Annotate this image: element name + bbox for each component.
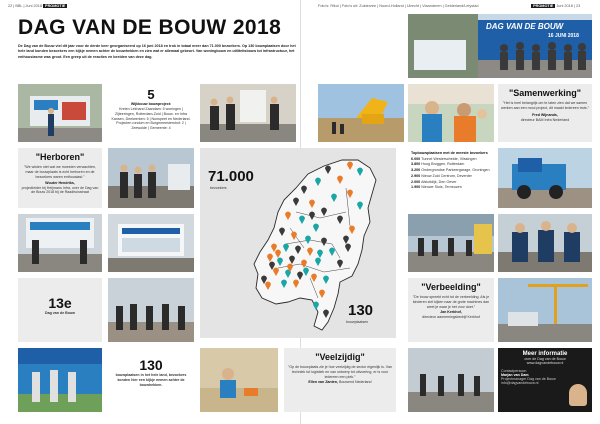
top-list-item: 6.000 Tunnel Westerschelde, Vlissingen bbox=[411, 156, 477, 161]
page-number-left: 22 bbox=[8, 4, 13, 8]
photo-truck bbox=[498, 148, 592, 208]
info-subtitle: over de Dag van de Bouw bbox=[524, 357, 566, 361]
stat-13e-box bbox=[18, 278, 102, 342]
photo-row3-5 bbox=[498, 214, 592, 272]
projects-body: Kreten Lekhand Zaandam: 5 woningen | Zijteeringen, Rotterdam-Zuid | Bouw- en Infra Kansen, Deelwerken: 5 | Nunspeet en Nederland. Projecten rondom en Burgemeestershof: 2 | Zeewolde | Gemeente: 4 bbox=[111, 106, 191, 131]
quote-herboren-body: "We wisten niet wat we moesten verwachten, maar de bouwplaats is echt herboren en de bezoekers waren enthousiast." bbox=[24, 165, 96, 179]
photo-row3-2 bbox=[108, 214, 194, 272]
top-list-item: 2.900 Nieuw Zuid Centrum, Deventer bbox=[411, 173, 472, 178]
info-url[interactable]: www.dagvandebouw.nl bbox=[526, 361, 564, 365]
info-email[interactable]: info@dagvandebouw.nl bbox=[501, 381, 539, 385]
quote-samenwerking-box bbox=[498, 84, 592, 142]
quote-veelzijdig-box bbox=[284, 348, 396, 412]
photo-crane bbox=[498, 278, 592, 342]
section-label: BBL bbox=[15, 4, 23, 8]
top-list-box bbox=[408, 148, 494, 208]
hero-banner-line1: DAG VAN DE BOUW bbox=[486, 22, 564, 31]
top-list-item: 1.900 Nieuwe Sluis, Terneuzen bbox=[411, 185, 462, 190]
photo-row1-4 bbox=[318, 84, 404, 142]
projects-title: Wijkbouw bouwproject: bbox=[130, 102, 172, 106]
top-list-item: 2.000 Afsluitdijk, Den Oever bbox=[411, 179, 457, 184]
quote-verbeelding-box bbox=[408, 278, 494, 342]
quote-veelzijdig-body: "Op de bouwplaats zie je hoe veelzijdig de sector eigenlijk is. Van techniek tot logistiek en van ontwerp tot uitvoering, er is voor iedereen een plek." bbox=[288, 365, 392, 379]
info-name: Marjan van Dam bbox=[501, 373, 529, 377]
header-date-left: Juni 2018 bbox=[25, 4, 42, 8]
right-page-header: Foto's: Rikol | Foto's uit: Zuiderzee | Noord-Holland | Utrecht | Vlaanderen | Gelderland/Lelystad PROMOTIE Juni 2018 | 23 bbox=[318, 4, 581, 8]
hero-banner-line2: 16 JUNI 2018 bbox=[548, 33, 579, 39]
stat-130-label: bouwplaatsen in het hele land, bezoekers konden hier een kijkje nemen achter de bouwhekken. bbox=[115, 373, 187, 387]
header-date-right: Juni 2018 bbox=[556, 4, 573, 8]
quote-herboren-author: Wouter Hendriks, bbox=[45, 180, 75, 185]
projects-number: 5 bbox=[147, 87, 155, 102]
photo-row2-2 bbox=[108, 148, 194, 208]
quote-herboren-box bbox=[18, 148, 102, 208]
quote-samenwerking-author: Fred Wijnands, bbox=[532, 112, 558, 117]
quote-samenwerking-body: "Het is heel belangrijk om te laten zien dat we samen werken aan een mooi project, dit maakt iedereen trots." bbox=[501, 101, 589, 110]
photo-row5-3 bbox=[200, 348, 278, 412]
quote-herboren-role: projectleider bij Heijmans Infra, over de Dag van de Bouw 2018 bij de Raadhuisstraat bbox=[21, 185, 99, 195]
quote-samenwerking-role: directeur BAM Infra Nederland bbox=[520, 117, 570, 122]
top-list-title: Topbouwplaatsen met de meeste bezoekers bbox=[411, 151, 488, 155]
quote-verbeelding-author: Jan Kerkhof, bbox=[440, 309, 462, 314]
projects-box bbox=[108, 84, 194, 142]
info-role: Projectmanager Dag van de Bouw bbox=[501, 377, 556, 381]
photo-row5-5 bbox=[408, 348, 494, 412]
left-page-header: 22 | BBL | Juni 2018 PROMOTIE bbox=[8, 4, 66, 8]
netherlands-map bbox=[200, 148, 396, 338]
map-sites-number: 130 bbox=[348, 302, 374, 319]
stat-13e-label: Dag van de Bouw bbox=[45, 311, 75, 315]
quote-verbeelding-title: "Verbeelding" bbox=[421, 282, 481, 292]
stat-130-box bbox=[108, 348, 194, 412]
map-visitors-number: 71.000 bbox=[208, 168, 254, 185]
top-list-item: 3.200 Ondergrondse Parkeergarage, Groningen bbox=[411, 168, 490, 173]
info-title: Meer informatie bbox=[522, 351, 568, 357]
header-credits: Foto's: Rikol | Foto's uit: Zuiderzee | Noord-Holland | Utrecht | Vlaanderen | Gelderland/Lelystad bbox=[318, 4, 479, 8]
photo-row4-2 bbox=[108, 278, 194, 342]
stat-130-number: 130 bbox=[139, 357, 163, 373]
quote-verbeelding-body: "De bouw spreekt echt tot de verbeelding. Als je kinderen ziet kijken naar de grote machines dan weet je waar je het voor doet." bbox=[412, 295, 490, 309]
photo-row1-3 bbox=[200, 84, 296, 142]
map-sites-label: bouwplaatsen bbox=[346, 320, 369, 324]
stat-13e-number: 13e bbox=[48, 295, 72, 311]
quote-veelzijdig-author: Ellen van Zanten, bbox=[308, 379, 338, 384]
quote-samenwerking-title: "Samenwerking" bbox=[508, 88, 582, 98]
photo-row3-1 bbox=[18, 214, 102, 272]
photo-row3-4 bbox=[408, 214, 494, 272]
photo-row1-5 bbox=[408, 84, 494, 142]
photo-row1-1 bbox=[18, 84, 102, 142]
intro-text: De Dag van de Bouw viel dit jaar voor de derde keer georganiseerd op 16 juni 2018 en trok in totaal meer dan 71.000 bezoekers. Op 130 bouwplaatsen door het hele land konden bezoekers een kijkje nemen achter de bouwhekken en zien wat er allemaal gebeurt. Van woningbouw en utiliteitsbouw tot infrastructuur, het enthousiasme was groot. Een greep uit de reacties en beelden van deze dag. bbox=[18, 44, 296, 59]
promotie-tag-left: PROMOTIE bbox=[45, 4, 66, 8]
quote-veelzijdig-role: Bouwend Nederland bbox=[338, 379, 372, 384]
avatar bbox=[569, 384, 587, 406]
photo-row5-1 bbox=[18, 348, 102, 412]
page-number-right: 23 bbox=[575, 4, 581, 8]
info-contact-label: Contactpersoon bbox=[501, 369, 527, 373]
promotie-tag-right: PROMOTIE bbox=[533, 4, 554, 8]
quote-verbeelding-role: directeur aannemingsbedrijf Kerkhof bbox=[422, 314, 480, 319]
hero-photo bbox=[408, 14, 592, 78]
map-visitors-label: bezoekers bbox=[210, 186, 227, 190]
top-list-item: 3.800 Hoog Bruggen, Rotterdam bbox=[411, 162, 465, 167]
quote-veelzijdig-title: "Veelzijdig" bbox=[315, 352, 365, 362]
info-box bbox=[498, 348, 592, 412]
page-title: DAG VAN DE BOUW 2018 bbox=[18, 16, 282, 39]
quote-herboren-title: "Herboren" bbox=[35, 152, 85, 162]
